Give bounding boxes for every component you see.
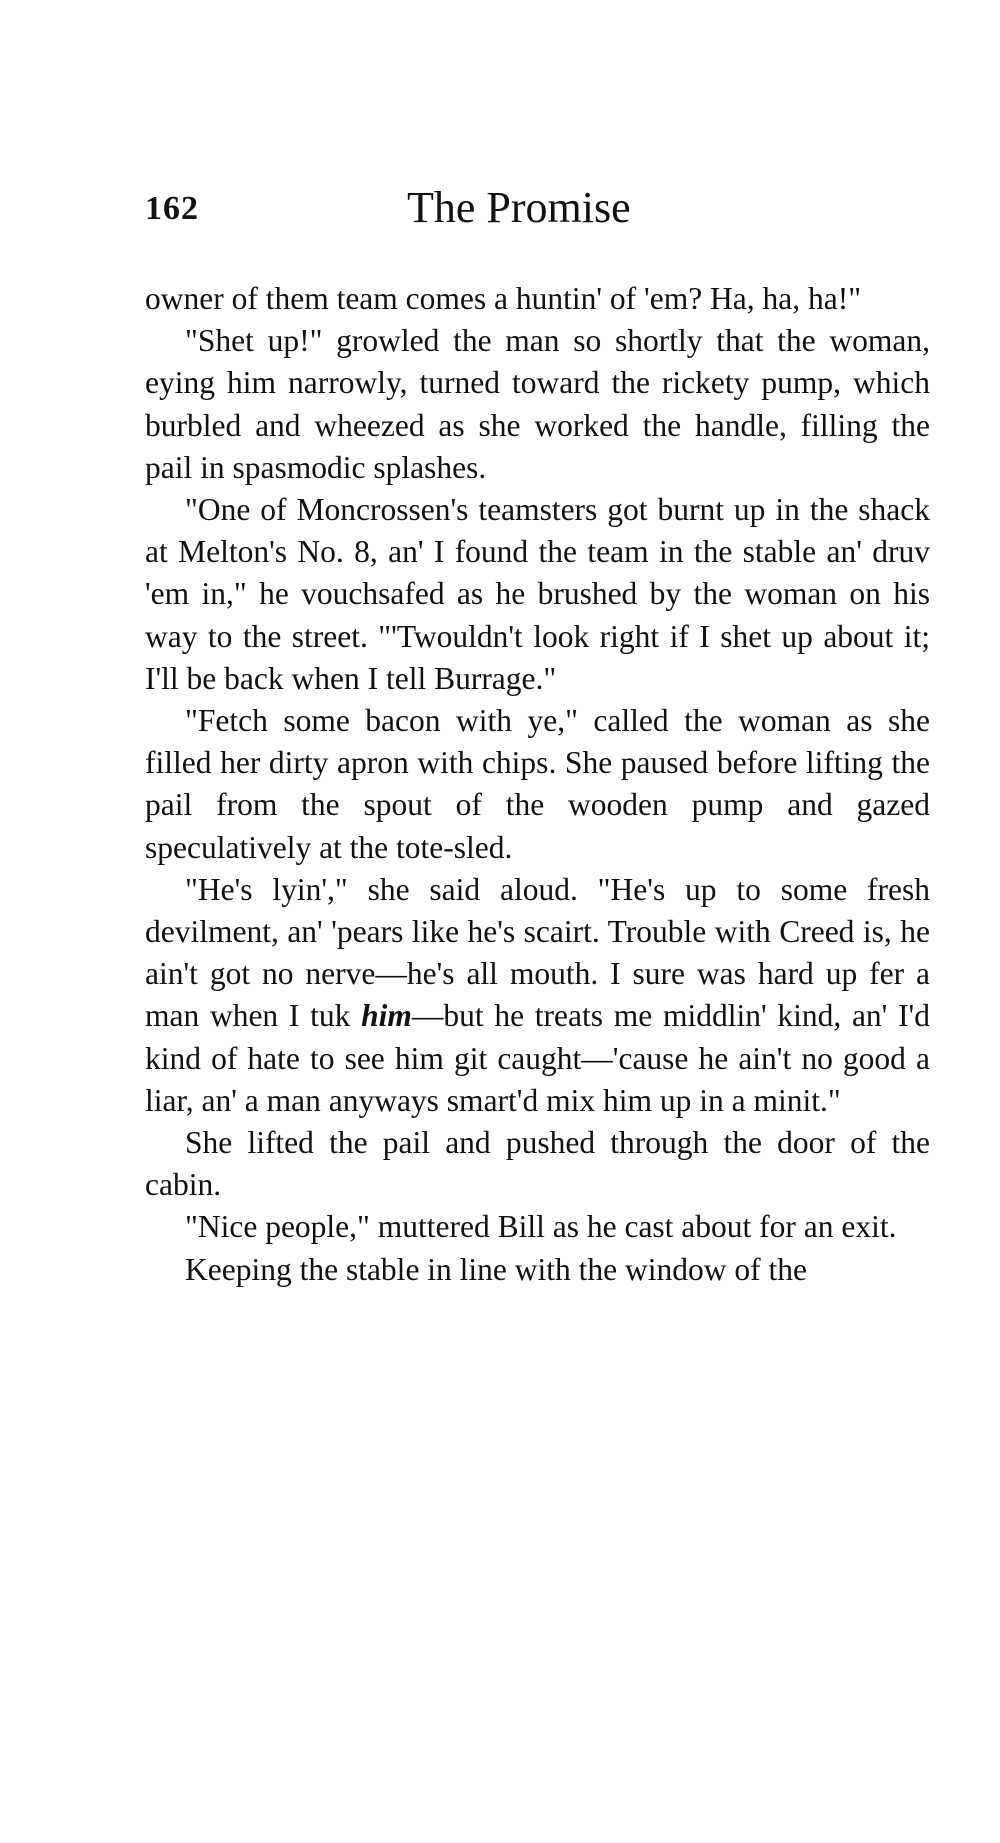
- paragraph: [145, 489, 930, 700]
- page-number: 162: [145, 190, 199, 227]
- paragraph: [145, 700, 930, 869]
- text-run: "Nice people," muttered Bill as he cast about for an exit.: [185, 1209, 897, 1245]
- text-run: "One of Moncrossen's teamsters got burnt up in the shack at Melton's No. 8, an' I found the team in the stable an' druv 'em in," he vouchsafed as he brushed by the woman on his way to the street. "'Twouldn't look right if I shet up about it; I'll be back when I tell Burrage.": [145, 492, 930, 696]
- emphasis-text: him: [361, 998, 412, 1034]
- body-text: [145, 278, 930, 1291]
- paragraph: [145, 1206, 930, 1248]
- running-title: The Promise: [407, 183, 631, 232]
- text-run: "He's lyin'," she said aloud. "He's up to some fresh devilment, an' 'pears like he's scairt. Trouble with Creed is, he ain't got no nerve—he's all mouth. I sure was hard up fer a man when I tuk: [145, 871, 930, 1034]
- paragraph: [145, 1249, 930, 1291]
- text-run: "Fetch some bacon with ye," called the woman as she filled her dirty apron with chips. She paused before lifting the pail from the spout of the wooden pump and gazed speculatively at the tote-sled.: [145, 703, 930, 865]
- text-run: She lifted the pail and pushed through the door of the cabin.: [145, 1125, 930, 1203]
- paragraph: [145, 278, 930, 320]
- text-run: Keeping the stable in line with the window of the: [185, 1251, 807, 1287]
- text-run: —but he treats me middlin' kind, an' I'd kind of hate to see him git caught—'cause he ain't no good a liar, an' a man anyways smart'd mix him up in a minit.": [145, 998, 930, 1118]
- page-header: [145, 182, 935, 242]
- paragraph: [145, 869, 930, 1122]
- paragraph: [145, 320, 930, 489]
- paragraph: [145, 1122, 930, 1206]
- text-run: "Shet up!" growled the man so shortly that the woman, eying him narrowly, turned toward the rickety pump, which burbled and wheezed as she worked the handle, filling the pail in spasmodic splashes.: [145, 323, 930, 485]
- text-run: owner of them team comes a huntin' of 'em? Ha, ha, ha!": [145, 281, 862, 316]
